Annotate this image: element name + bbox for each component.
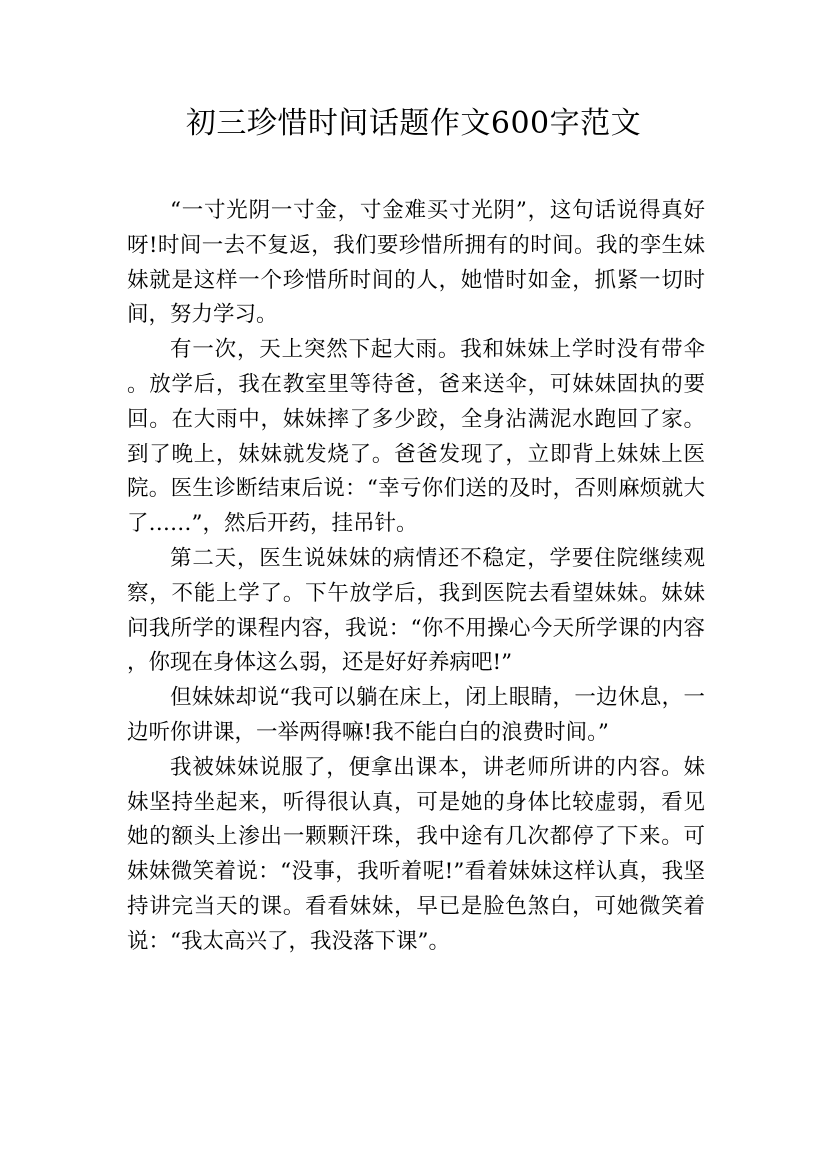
paragraph-5: 我被妹妹说服了，便拿出课本，讲老师所讲的内容。妹妹坚持坐起来，听得很认真，可是她的身体比较虚弱，看见她的额头上渗出一颗颗汗珠，我中途有几次都停了下来。可妹妹微笑着说：“没事，我听着呢!”看着妹妹这样认真，我坚持讲完当天的课。看看妹妹，早已是脸色煞白，可她微笑着说：“我太高兴了，我没落下课”。: [127, 754, 705, 954]
document-body: [127, 194, 705, 960]
paragraph-2: 有一次，天上突然下起大雨。我和妹妹上学时没有带伞。放学后，我在教室里等待爸，爸来送伞，可妹妹固执的要回。在大雨中，妹妹摔了多少跤，全身沾满泥水跑回了家。到了晚上，妹妹就发烧了。爸爸发现了，立即背上妹妹上医院。医生诊断结束后说：“幸亏你们送的及时，否则麻烦就大了……”，然后开药，挂吊针。: [127, 337, 705, 537]
paragraph-3: 第二天，医生说妹妹的病情还不稳定，学要住院继续观察，不能上学了。下午放学后，我到医院去看望妹妹。妹妹问我所学的课程内容，我说：“你不用操心今天所学课的内容，你现在身体这么弱，还是好好养病吧!”: [127, 545, 705, 676]
paragraph-1: “一寸光阴一寸金，寸金难买寸光阴”，这句话说得真好呀!时间一去不复返，我们要珍惜所拥有的时间。我的孪生妹妹就是这样一个珍惜所时间的人，她惜时如金，抓紧一切时间，努力学习。: [127, 198, 705, 328]
paragraph-4: 但妹妹却说“我可以躺在床上，闭上眼睛，一边休息，一边听你讲课，一举两得嘛!我不能白白的浪费时间。”: [127, 685, 705, 745]
document-title: 初三珍惜时间话题作文600字范文: [185, 106, 642, 141]
